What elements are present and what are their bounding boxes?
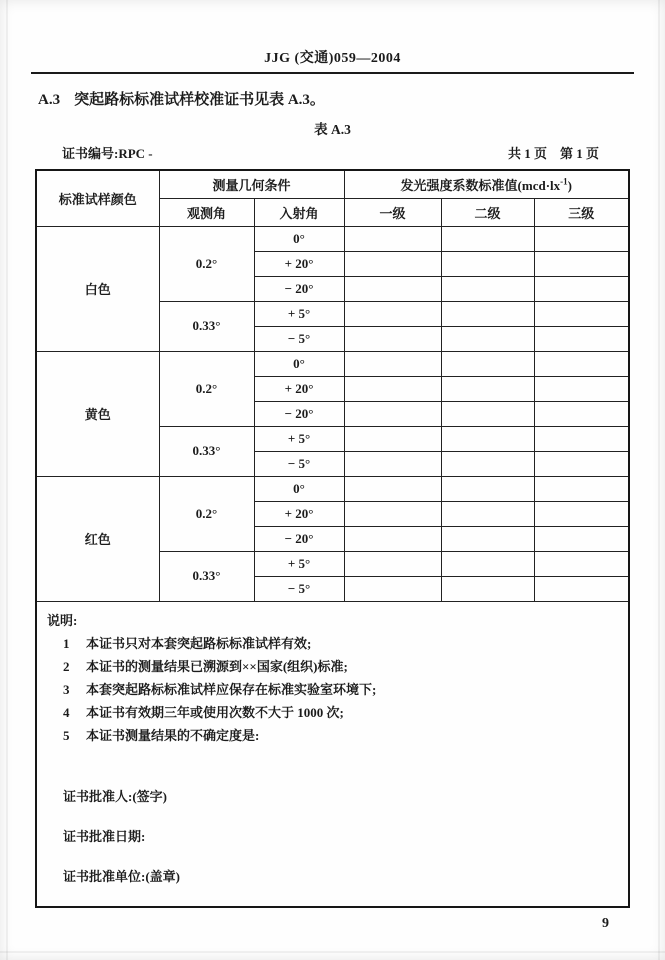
- grade-value-cell: [441, 276, 534, 301]
- note-text: 本证书的测量结果已溯源到××国家(组织)标准;: [86, 658, 348, 674]
- note-text: 本证书只对本套突起路标标准试样有效;: [86, 635, 312, 651]
- grade-value-cell: [344, 426, 441, 451]
- note-item: [63, 678, 616, 701]
- section-heading: [38, 88, 665, 109]
- luminous-superscript: -1: [560, 176, 568, 187]
- grade-value-cell: [344, 251, 441, 276]
- grade-value-cell: [534, 576, 629, 601]
- grade-value-cell: [344, 226, 441, 251]
- section-number: A.3: [38, 92, 61, 108]
- grade-value-cell: [534, 451, 629, 476]
- incidence-angle-cell: 0°: [254, 476, 344, 501]
- incidence-angle-cell: + 20°: [254, 501, 344, 526]
- header-sample-color: 标准试样颜色: [36, 170, 159, 226]
- note-number: 1: [63, 635, 70, 651]
- grade-value-cell: [441, 426, 534, 451]
- note-number: 3: [63, 681, 70, 697]
- sample-color-cell: 红色: [36, 476, 159, 601]
- grade-value-cell: [441, 251, 534, 276]
- grade-value-cell: [441, 226, 534, 251]
- note-text: 本套突起路标标准试样应保存在标准实验室环境下;: [86, 681, 377, 697]
- grade-value-cell: [441, 326, 534, 351]
- incidence-angle-cell: 0°: [254, 226, 344, 251]
- grade-value-cell: [534, 401, 629, 426]
- grade-value-cell: [534, 426, 629, 451]
- grade-value-cell: [344, 276, 441, 301]
- page-number: 9: [602, 915, 609, 931]
- sample-color-cell: 白色: [36, 226, 159, 351]
- grade-value-cell: [344, 401, 441, 426]
- incidence-angle-cell: − 20°: [254, 526, 344, 551]
- header-grade-2: 二级: [441, 198, 534, 226]
- approval-unit-line: 证书批准单位:(盖章): [63, 868, 180, 884]
- table-caption: 表 A.3: [314, 122, 351, 137]
- scan-edge-left: [6, 0, 8, 960]
- grade-value-cell: [441, 526, 534, 551]
- scan-edge-bottom: [0, 951, 665, 953]
- grade-value-cell: [344, 526, 441, 551]
- approval-block: [63, 786, 616, 888]
- note-number: 4: [63, 705, 70, 721]
- incidence-angle-cell: − 5°: [254, 576, 344, 601]
- grade-value-cell: [441, 551, 534, 576]
- note-text: 本证书有效期三年或使用次数不大于 1000 次;: [86, 705, 344, 721]
- observation-angle-cell: 0.33°: [159, 551, 254, 601]
- grade-value-cell: [441, 376, 534, 401]
- notes-cell: [36, 601, 629, 907]
- observation-angle-cell: 0.33°: [159, 426, 254, 476]
- grade-value-cell: [344, 551, 441, 576]
- grade-value-cell: [534, 251, 629, 276]
- grade-value-cell: [441, 501, 534, 526]
- document-header-title: JJG (交通)059—2004: [264, 51, 401, 66]
- luminous-prefix: 发光强度系数标准值(mcd·lx: [400, 177, 561, 193]
- observation-angle-cell: 0.2°: [159, 476, 254, 551]
- grade-value-cell: [344, 301, 441, 326]
- grade-value-cell: [441, 301, 534, 326]
- grade-value-cell: [534, 276, 629, 301]
- header-observation-angle: 观测角: [159, 198, 254, 226]
- certificate-number: 证书编号:RPC -: [62, 146, 153, 161]
- grade-value-cell: [534, 476, 629, 501]
- table-row: [36, 226, 629, 251]
- table-row: [36, 351, 629, 376]
- grade-value-cell: [441, 451, 534, 476]
- note-number: 5: [63, 728, 70, 744]
- grade-value-cell: [534, 551, 629, 576]
- grade-value-cell: [441, 576, 534, 601]
- note-item: [63, 632, 616, 655]
- scan-edge-right: [658, 0, 660, 960]
- certificate-row: [62, 143, 599, 162]
- grade-value-cell: [344, 326, 441, 351]
- note-item: [63, 655, 616, 678]
- section-text: 突起路标标准试样校准证书见表 A.3。: [74, 92, 325, 108]
- luminous-suffix: ): [567, 177, 572, 193]
- calibration-table: [35, 169, 630, 908]
- incidence-angle-cell: − 20°: [254, 276, 344, 301]
- header-geometry: 测量几何条件: [159, 170, 344, 198]
- grade-value-cell: [344, 451, 441, 476]
- approver-signature-line: 证书批准人:(签字): [63, 788, 167, 804]
- grade-value-cell: [344, 476, 441, 501]
- note-item: [63, 701, 616, 724]
- notes-row: [36, 601, 629, 907]
- incidence-angle-cell: − 5°: [254, 451, 344, 476]
- incidence-angle-cell: + 5°: [254, 551, 344, 576]
- grade-value-cell: [344, 351, 441, 376]
- observation-angle-cell: 0.33°: [159, 301, 254, 351]
- grade-value-cell: [534, 326, 629, 351]
- grade-value-cell: [441, 351, 534, 376]
- header-grade-3: 三级: [534, 198, 629, 226]
- incidence-angle-cell: + 5°: [254, 426, 344, 451]
- incidence-angle-cell: + 20°: [254, 376, 344, 401]
- incidence-angle-cell: − 5°: [254, 326, 344, 351]
- grade-value-cell: [534, 501, 629, 526]
- incidence-angle-cell: + 20°: [254, 251, 344, 276]
- note-item: [63, 724, 616, 747]
- grade-value-cell: [344, 576, 441, 601]
- approval-date-line: 证书批准日期:: [63, 828, 146, 844]
- notes-title: 说明:: [47, 612, 78, 628]
- observation-angle-cell: 0.2°: [159, 351, 254, 426]
- incidence-angle-cell: − 20°: [254, 401, 344, 426]
- grade-value-cell: [344, 501, 441, 526]
- grade-value-cell: [441, 476, 534, 501]
- grade-value-cell: [534, 226, 629, 251]
- grade-value-cell: [534, 376, 629, 401]
- observation-angle-cell: 0.2°: [159, 226, 254, 301]
- header-rule: [31, 72, 634, 74]
- table-row: [36, 476, 629, 501]
- incidence-angle-cell: 0°: [254, 351, 344, 376]
- header-incidence-angle: 入射角: [254, 198, 344, 226]
- grade-value-cell: [441, 401, 534, 426]
- incidence-angle-cell: + 5°: [254, 301, 344, 326]
- header-luminous-coefficient: [344, 170, 629, 198]
- grade-value-cell: [534, 526, 629, 551]
- pagination-info: 共 1 页 第 1 页: [507, 146, 599, 161]
- note-text: 本证书测量结果的不确定度是:: [86, 728, 260, 744]
- header-grade-1: 一级: [344, 198, 441, 226]
- grade-value-cell: [534, 301, 629, 326]
- grade-value-cell: [344, 376, 441, 401]
- grade-value-cell: [534, 351, 629, 376]
- note-number: 2: [63, 658, 70, 674]
- sample-color-cell: 黄色: [36, 351, 159, 476]
